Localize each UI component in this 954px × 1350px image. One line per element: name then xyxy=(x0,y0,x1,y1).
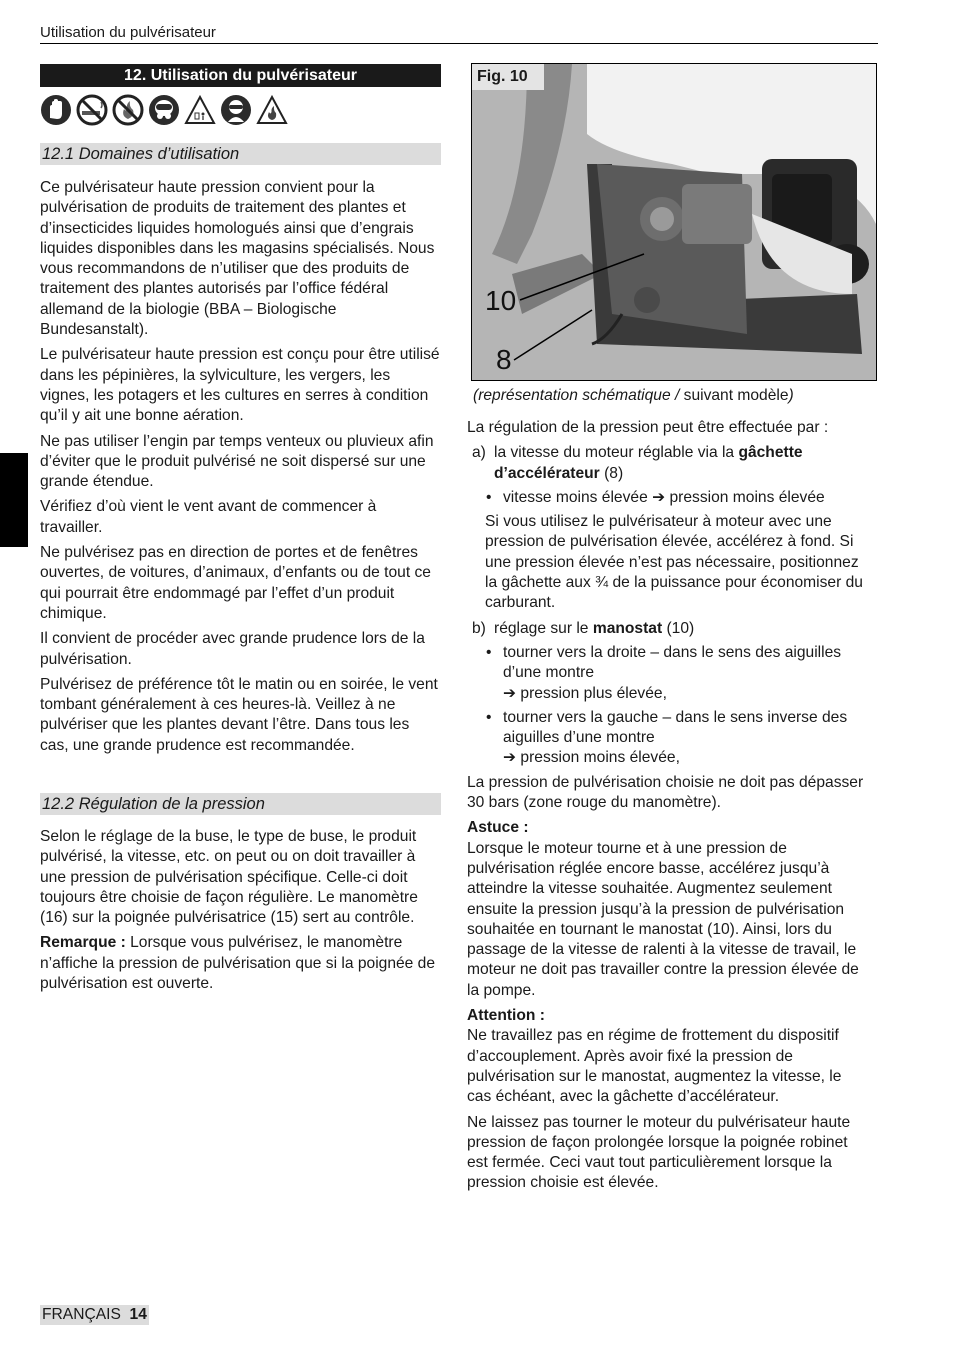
item-tail: (10) xyxy=(662,619,695,637)
page-number: 14 xyxy=(129,1306,147,1323)
subsection-1-body xyxy=(40,178,442,761)
paragraph: Ne pas utiliser l’engin par temps venteux ou pluvieux afin d’éviter que le produit pulvérisé ne soit dispersé sur une grande étendue. xyxy=(40,432,434,491)
flammable-warning-icon xyxy=(256,94,288,126)
item-bold: gâchette d’accélérateur xyxy=(494,444,803,482)
paragraph: Ce pulvérisateur haute pression convient pour la pulvérisation de produits de traitement des plantes et d’insecticides liquides homologués ainsi que d’engrais liquides disponibles dans les magasins spécialisés. Nous vous recommandons de n’utiliser que des produits de traitement des plantes autorisés par l’office fédéral allemand de la biologie (BBA – Biologische Bundesanstalt). xyxy=(40,179,435,339)
respirator-mask-icon xyxy=(148,94,180,126)
item-tail: (8) xyxy=(599,464,624,482)
paragraph: Ne travaillez pas en régime de frottement du dispositif d’accouplement. Après avoir fixé la pression de pulvérisation sur le manostat, augmentez la vitesse, le cas échéant, avec la gâchette d’accélérateur. xyxy=(467,1027,842,1106)
list-item xyxy=(467,708,869,769)
item-text: la vitesse du moteur réglable via la xyxy=(494,444,739,462)
paragraph: Ne laissez pas tourner le moteur du pulvérisateur haute pression de façon prolongée lorsque la poignée robinet est fermée. Ceci vaut tout particulièrement lorsque la pression choisie est élevée. xyxy=(467,1113,851,1192)
no-fire-icon xyxy=(112,94,144,126)
callout-10: 10 xyxy=(485,285,517,316)
paragraph: La régulation de la pression peut être effectuée par : xyxy=(467,419,829,436)
callout-8: 8 xyxy=(496,344,512,375)
tip-label xyxy=(467,818,869,838)
attention-label-text: Attention : xyxy=(467,1007,545,1025)
list-item-b xyxy=(467,619,869,639)
subsection-2-body xyxy=(40,827,442,999)
figure-10-photo xyxy=(471,63,877,381)
safety-icons xyxy=(40,94,288,126)
no-smoking-icon xyxy=(76,94,108,126)
paragraph: Lorsque le moteur tourne et à une pression de pulvérisation réglée encore basse, accélérez jusqu’à atteindre la vitesse souhaitée. Augmentez seulement ensuite la pression jusqu’à la pression de pulvérisation souhaitée en tournant le manostat (10). Ainsi, lors du passage de la vitesse de ralenti à la vitesse de travail, le moteur ne doit pas travailler contre la pression élevée de la pompe. xyxy=(467,839,859,999)
bullet-text: pression moins élevée, xyxy=(516,749,680,767)
caption-end: ) xyxy=(788,387,794,404)
gloves-icon xyxy=(40,94,72,126)
item-text: réglage sur le xyxy=(494,619,593,637)
paragraph: Il convient de procéder avec grande prudence lors de la pulvérisation. xyxy=(40,630,425,668)
paragraph: Pulvérisez de préférence tôt le matin ou en soirée, le vent tombant généralement à ces heures-là. Veillez à ne pulvériser que les plantes devant l’être. Dans tous les cas, une grande prudence est recommandée. xyxy=(40,675,438,754)
section-title: 12. Utilisation du pulvérisateur xyxy=(40,64,441,87)
bullet-text: pression moins élevée xyxy=(665,488,825,506)
footer-language: FRANÇAIS xyxy=(42,1306,121,1323)
caption-italic: (représentation schématique / xyxy=(473,387,684,404)
item-label: a) xyxy=(472,444,486,462)
attention-label xyxy=(467,1006,869,1026)
item-label: b) xyxy=(472,619,486,637)
eye-protection-icon xyxy=(220,94,252,126)
paragraph: Vérifiez d’où vient le vent avant de commencer à travailler. xyxy=(40,498,377,536)
arrow-right-icon: ➔ xyxy=(652,488,666,506)
bullet-text: pression plus élevée, xyxy=(516,684,667,702)
page-footer xyxy=(40,1305,149,1325)
remark-label: Remarque : xyxy=(40,934,126,952)
figure-label: Fig. 10 xyxy=(472,64,544,90)
paragraph: Selon le réglage de la buse, le type de buse, le produit pulvérisé, la vitesse, etc. on peut ou on doit travailler à une pression de pulvérisation spécifique. Celle-ci doit toujours être choisie de façon régulière. Le manomètre (16) sur la poignée pulvérisatrice (15) sert au contrôle. xyxy=(40,828,418,927)
remark-text: Lorsque vous pulvérisez, le manomètre n’affiche la pression de pulvérisation que si la poignée de pulvérisation est ouverte. xyxy=(40,934,436,993)
language-side-tab xyxy=(0,453,28,547)
paragraph: Ne pulvérisez pas en direction de portes et de fenêtres ouvertes, de voitures, d’animaux, d’enfants ou de tout ce qui pourrait être endommagé par l’effet d’un produit chimique. xyxy=(40,544,431,622)
list-item xyxy=(467,488,869,508)
remark-paragraph xyxy=(40,933,442,994)
paragraph: La pression de pulvérisation choisie ne doit pas dépasser 30 bars (zone rouge du manomètre). xyxy=(467,773,864,812)
arrow-right-icon: ➔ xyxy=(503,684,517,702)
right-column xyxy=(467,418,869,1199)
paragraph: Le pulvérisateur haute pression est conçu pour être utilisé dans les pépinières, la sylviculture, les vergers, les vignes, les potagers et les cultures en serres à condition qu’il y ait une bonne aération. xyxy=(40,346,440,425)
subsection-title-1: 12.1 Domaines d’utilisation xyxy=(40,143,441,165)
bullet-list-a xyxy=(467,488,869,508)
bullet-text: vitesse moins élevée xyxy=(503,488,648,506)
subsection-title-2: 12.2 Régulation de la pression xyxy=(40,793,441,815)
item-bold: manostat xyxy=(592,619,663,637)
tip-label-text: Astuce : xyxy=(467,819,529,837)
toxic-warning-icon xyxy=(184,94,216,126)
figure-caption xyxy=(473,387,794,405)
bullet-text: tourner vers la gauche – dans le sens inverse des aiguilles d’une montre xyxy=(503,708,848,747)
list-item-a xyxy=(467,443,869,484)
list-item xyxy=(467,643,869,704)
paragraph: Si vous utilisez le pulvérisateur à moteur avec une pression de pulvérisation élevée, accélérez à fond. Si une pression élevée n’est pas nécessaire, positionnez la gâchette aux ¾ de la puissance pour économiser du carburant. xyxy=(485,513,863,612)
caption-normal: suivant modèle xyxy=(683,387,789,404)
bullet-list-b xyxy=(467,643,869,769)
running-header: Utilisation du pulvérisateur xyxy=(40,24,216,41)
bullet-text: tourner vers la droite – dans le sens des aiguilles d’une montre xyxy=(503,643,842,682)
header-rule xyxy=(40,43,878,44)
arrow-right-icon: ➔ xyxy=(503,749,517,767)
